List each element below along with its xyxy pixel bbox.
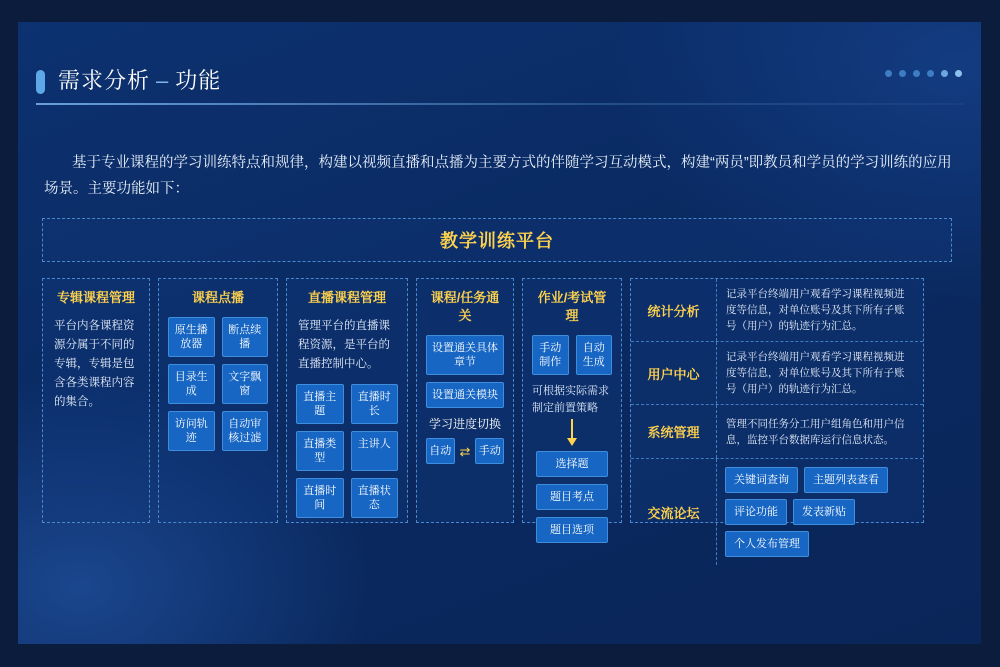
chip-speaker[interactable]: 主讲人 [351,431,399,471]
column-course-on-demand [158,278,278,523]
function-columns [42,278,952,550]
chip-manual-mode[interactable]: 手动 [475,438,504,464]
strategy-note: 可根据实际需求制定前置策略 [532,385,609,414]
chip-live-status[interactable]: 直播状态 [351,478,399,518]
frame-bottom-bar [0,644,1000,667]
chip-topic-list-view[interactable]: 主题列表查看 [804,467,888,493]
frame-top-bar [0,0,1000,22]
right-row-title: 系统管理 [631,405,717,458]
chip-row [296,478,398,518]
chip-question-options[interactable]: 题目选项 [536,517,608,543]
chip-live-topic[interactable]: 直播主题 [296,384,344,424]
chip-set-clearance-chapter[interactable]: 设置通关具体章节 [426,335,504,375]
chip-auto-generation[interactable]: 自动生成 [576,335,613,375]
swap-horizontal-icon: ⇄ [459,443,471,459]
platform-banner [42,218,952,262]
forum-chip-group [717,459,923,565]
chip-catalog-generation[interactable]: 目录生成 [168,364,215,404]
chip-text-float-window[interactable]: 文字飘窗 [222,364,269,404]
right-row-body: 管理不同任务分工用户组角色和用户信息，监控平台数据库运行信息状态。 [726,417,905,446]
chip-row [168,364,268,404]
column-homework-exam-management [522,278,622,536]
chip-row [296,431,398,471]
column-title: 课程/任务通关 [430,290,500,323]
header-divider [36,103,964,105]
column-title: 课程点播 [191,290,244,305]
slide-header [36,62,964,104]
page-title-main: 需求分析 [58,68,151,93]
chip-native-player[interactable]: 原生播放器 [168,317,215,357]
dots-row-icon [885,70,962,77]
page-title [58,64,221,95]
chip-comment-function[interactable]: 评论功能 [725,499,787,525]
arrow-down-icon [532,419,612,447]
column-title: 专辑课程管理 [56,290,135,305]
progress-switch-label: 学习进度切换 [428,417,501,431]
column-live-course-management [286,278,408,523]
platform-banner-label: 教学训练平台 [440,231,554,251]
column-description: 平台内各课程资源分属于不同的专辑，专辑是包含各类课程内容的集合。 [54,320,135,408]
right-row-body: 记录平台终端用户观看学习课程视频进度等信息，对单位账号及其下所有子账号（用户）的轨迹行为汇总。 [726,288,905,332]
right-row-title: 统计分析 [631,279,717,341]
page-title-dash: – [156,68,170,93]
progress-switch-row [426,438,504,464]
chip-personal-post-management[interactable]: 个人发布管理 [725,531,809,557]
chip-manual-creation[interactable]: 手动制作 [532,335,569,375]
page-title-sub: 功能 [175,68,222,93]
chip-auto-review-filter[interactable]: 自动审核过滤 [222,411,269,451]
right-row-title: 用户中心 [631,342,717,404]
chip-auto-mode[interactable]: 自动 [426,438,455,464]
chip-visit-trace[interactable]: 访问轨迹 [168,411,215,451]
chip-question-knowledge-point[interactable]: 题目考点 [536,484,608,510]
chip-live-time[interactable]: 直播时间 [296,478,344,518]
chip-choice-question[interactable]: 选择题 [536,451,608,477]
column-album-course-management [42,278,150,523]
right-row-title: 交流论坛 [631,459,717,565]
chip-new-post[interactable]: 发表新贴 [793,499,855,525]
frame-right-bar [981,0,1000,667]
right-row-system-management [631,405,923,459]
chip-row [532,335,612,375]
column-title: 作业/考试管理 [537,290,607,323]
right-row-statistics [631,279,923,342]
right-row-user-center [631,342,923,405]
title-accent-bar [36,70,45,94]
chip-row [296,384,398,424]
chip-live-type[interactable]: 直播类型 [296,431,344,471]
chip-row [168,317,268,357]
chip-set-clearance-module[interactable]: 设置通关模块 [426,382,504,408]
right-row-forum [631,459,923,565]
column-course-task-clearance [416,278,514,523]
right-panel [630,278,924,550]
column-title: 直播课程管理 [307,290,386,305]
chip-live-duration[interactable]: 直播时长 [351,384,399,424]
chip-keyword-search[interactable]: 关键词查询 [725,467,798,493]
frame-left-bar [0,0,18,667]
chip-row [168,411,268,451]
right-row-body: 记录平台终端用户观看学习课程视频进度等信息，对单位账号及其下所有子账号（用户）的轨迹行为汇总。 [726,351,905,395]
intro-paragraph: 基于专业课程的学习训练特点和规律，构建以视频直播和点播为主要方式的伴随学习互动模式，构建“两员”即教员和学员的学习训练的应用场景。主要功能如下： [44,155,952,197]
column-description: 管理平台的直播课程资源，是平台的直播控制中心。 [298,320,390,370]
chip-resume-playback[interactable]: 断点续播 [222,317,269,357]
